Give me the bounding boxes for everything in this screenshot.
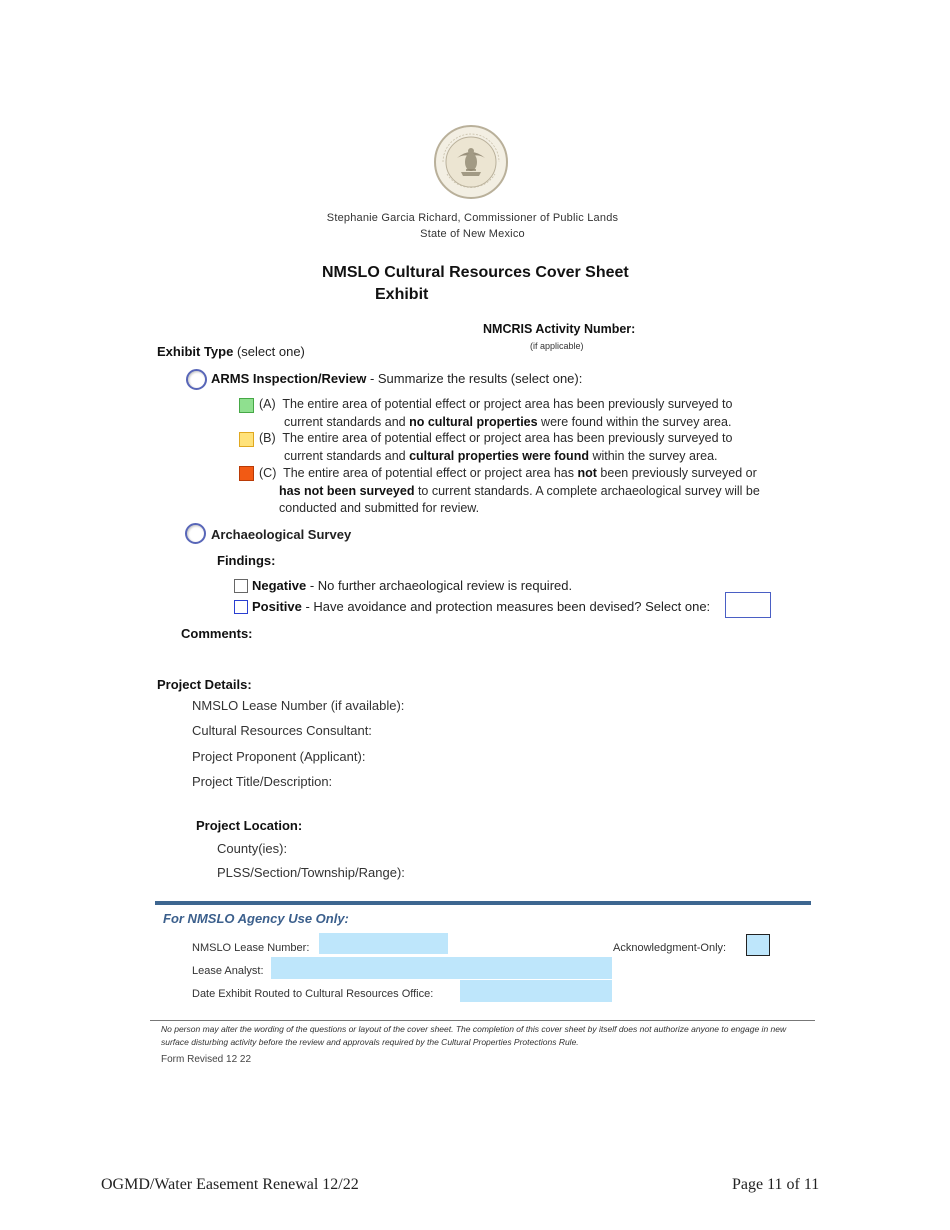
positive-label: Positive bbox=[252, 599, 302, 614]
option-b-line2-end: within the survey area. bbox=[588, 448, 718, 463]
agency-lease-field[interactable] bbox=[319, 933, 448, 954]
option-c-checkbox[interactable] bbox=[239, 466, 254, 481]
lease-number-label: NMSLO Lease Number (if available): bbox=[192, 698, 405, 713]
exhibit-type-heading: Exhibit Type bbox=[157, 344, 234, 359]
negative-text bbox=[252, 578, 572, 593]
option-a-line2: current standards and bbox=[284, 414, 410, 429]
exhibit-type-hint: (select one) bbox=[236, 344, 305, 359]
commissioner-name: Stephanie Garcia Richard, Commissioner of Public Lands bbox=[326, 212, 619, 224]
positive-desc: - Have avoidance and protection measures been devised? Select one: bbox=[301, 599, 711, 614]
footer-document-title: OGMD/Water Easement Renewal 12/22 bbox=[101, 1176, 359, 1193]
state-seal bbox=[433, 124, 509, 200]
date-routed-field[interactable] bbox=[460, 980, 612, 1002]
option-c-not: not bbox=[577, 466, 597, 480]
negative-desc: - No further archaeological review is required. bbox=[306, 578, 573, 593]
option-a-tag: (A) bbox=[259, 397, 276, 411]
plss-label: PLSS/Section/Township/Range): bbox=[217, 865, 405, 880]
date-routed-label: Date Exhibit Routed to Cultural Resources Office: bbox=[192, 988, 434, 1000]
nmcris-label: NMCRIS Activity Number: bbox=[483, 322, 636, 336]
project-location-heading: Project Location: bbox=[196, 818, 303, 833]
arms-heading: ARMS Inspection/Review bbox=[211, 371, 367, 386]
option-c-text bbox=[259, 465, 799, 518]
option-c-line3: conducted and submitted for review. bbox=[279, 501, 480, 515]
footer-page-number: Page 11 of 11 bbox=[732, 1176, 820, 1193]
option-a-bold: no cultural properties bbox=[409, 414, 538, 429]
proponent-label: Project Proponent (Applicant): bbox=[192, 749, 366, 764]
nmcris-note: (if applicable) bbox=[530, 341, 584, 351]
positive-text bbox=[252, 599, 710, 614]
agency-heading: For NMSLO Agency Use Only: bbox=[163, 911, 349, 926]
option-c-tag: (C) bbox=[259, 466, 277, 480]
exhibit-type-label bbox=[157, 344, 305, 359]
commissioner-header bbox=[0, 210, 945, 242]
positive-checkbox[interactable] bbox=[234, 600, 248, 614]
arms-label bbox=[211, 371, 582, 386]
disclaimer-divider bbox=[150, 1020, 815, 1021]
option-b-line1: The entire area of potential effect or project area has been previously surveyed to bbox=[282, 431, 733, 445]
positive-select-field[interactable] bbox=[725, 592, 771, 618]
seal-emblem-icon bbox=[433, 124, 509, 200]
option-b-tag: (B) bbox=[259, 431, 276, 445]
findings-label: Findings: bbox=[217, 553, 276, 568]
arms-desc: - Summarize the results (select one): bbox=[369, 371, 583, 386]
option-c-line1: The entire area of potential effect or project area has bbox=[283, 466, 578, 480]
option-a-checkbox[interactable] bbox=[239, 398, 254, 413]
option-b-bold: cultural properties were found bbox=[409, 448, 589, 463]
option-c-line1-end: been previously surveyed or bbox=[596, 466, 757, 480]
option-a-line2-end: were found within the survey area. bbox=[537, 414, 732, 429]
page-subtitle: Exhibit bbox=[375, 286, 429, 303]
option-b-line2: current standards and bbox=[284, 448, 410, 463]
lease-analyst-label: Lease Analyst: bbox=[192, 965, 264, 977]
acknowledgment-label: Acknowledgment-Only: bbox=[613, 942, 727, 954]
option-b-checkbox[interactable] bbox=[239, 432, 254, 447]
consultant-label: Cultural Resources Consultant: bbox=[192, 723, 372, 738]
form-revised: Form Revised 12 22 bbox=[161, 1054, 252, 1065]
state-name: State of New Mexico bbox=[420, 228, 525, 240]
option-c-bold: has not been surveyed bbox=[279, 483, 415, 498]
disclaimer-text: No person may alter the wording of the questions or layout of the cover sheet. The completion of this cover sheet by itself does not authorize anyone to engage in new surface disturbing activity before the review and approvals required by the Cultural Properties Protections Rule. bbox=[161, 1024, 787, 1047]
page-title: NMSLO Cultural Resources Cover Sheet bbox=[322, 264, 629, 281]
survey-label: Archaeological Survey bbox=[211, 527, 352, 542]
comments-label: Comments: bbox=[181, 626, 253, 641]
arms-radio[interactable] bbox=[186, 369, 207, 390]
option-a-text bbox=[259, 396, 779, 431]
option-a-line1: The entire area of potential effect or project area has been previously surveyed to bbox=[282, 397, 733, 411]
survey-radio[interactable] bbox=[185, 523, 206, 544]
option-b-text bbox=[259, 430, 779, 465]
agency-divider bbox=[155, 901, 811, 905]
county-label: County(ies): bbox=[217, 841, 288, 856]
option-c-line2: to current standards. A complete archaeological survey will be bbox=[414, 483, 760, 498]
agency-lease-label: NMSLO Lease Number: bbox=[192, 942, 310, 954]
negative-checkbox[interactable] bbox=[234, 579, 248, 593]
negative-label: Negative bbox=[252, 578, 307, 593]
acknowledgment-checkbox[interactable] bbox=[746, 934, 770, 956]
lease-analyst-field[interactable] bbox=[271, 957, 612, 979]
project-title-label: Project Title/Description: bbox=[192, 774, 333, 789]
project-details-heading: Project Details: bbox=[157, 677, 252, 692]
